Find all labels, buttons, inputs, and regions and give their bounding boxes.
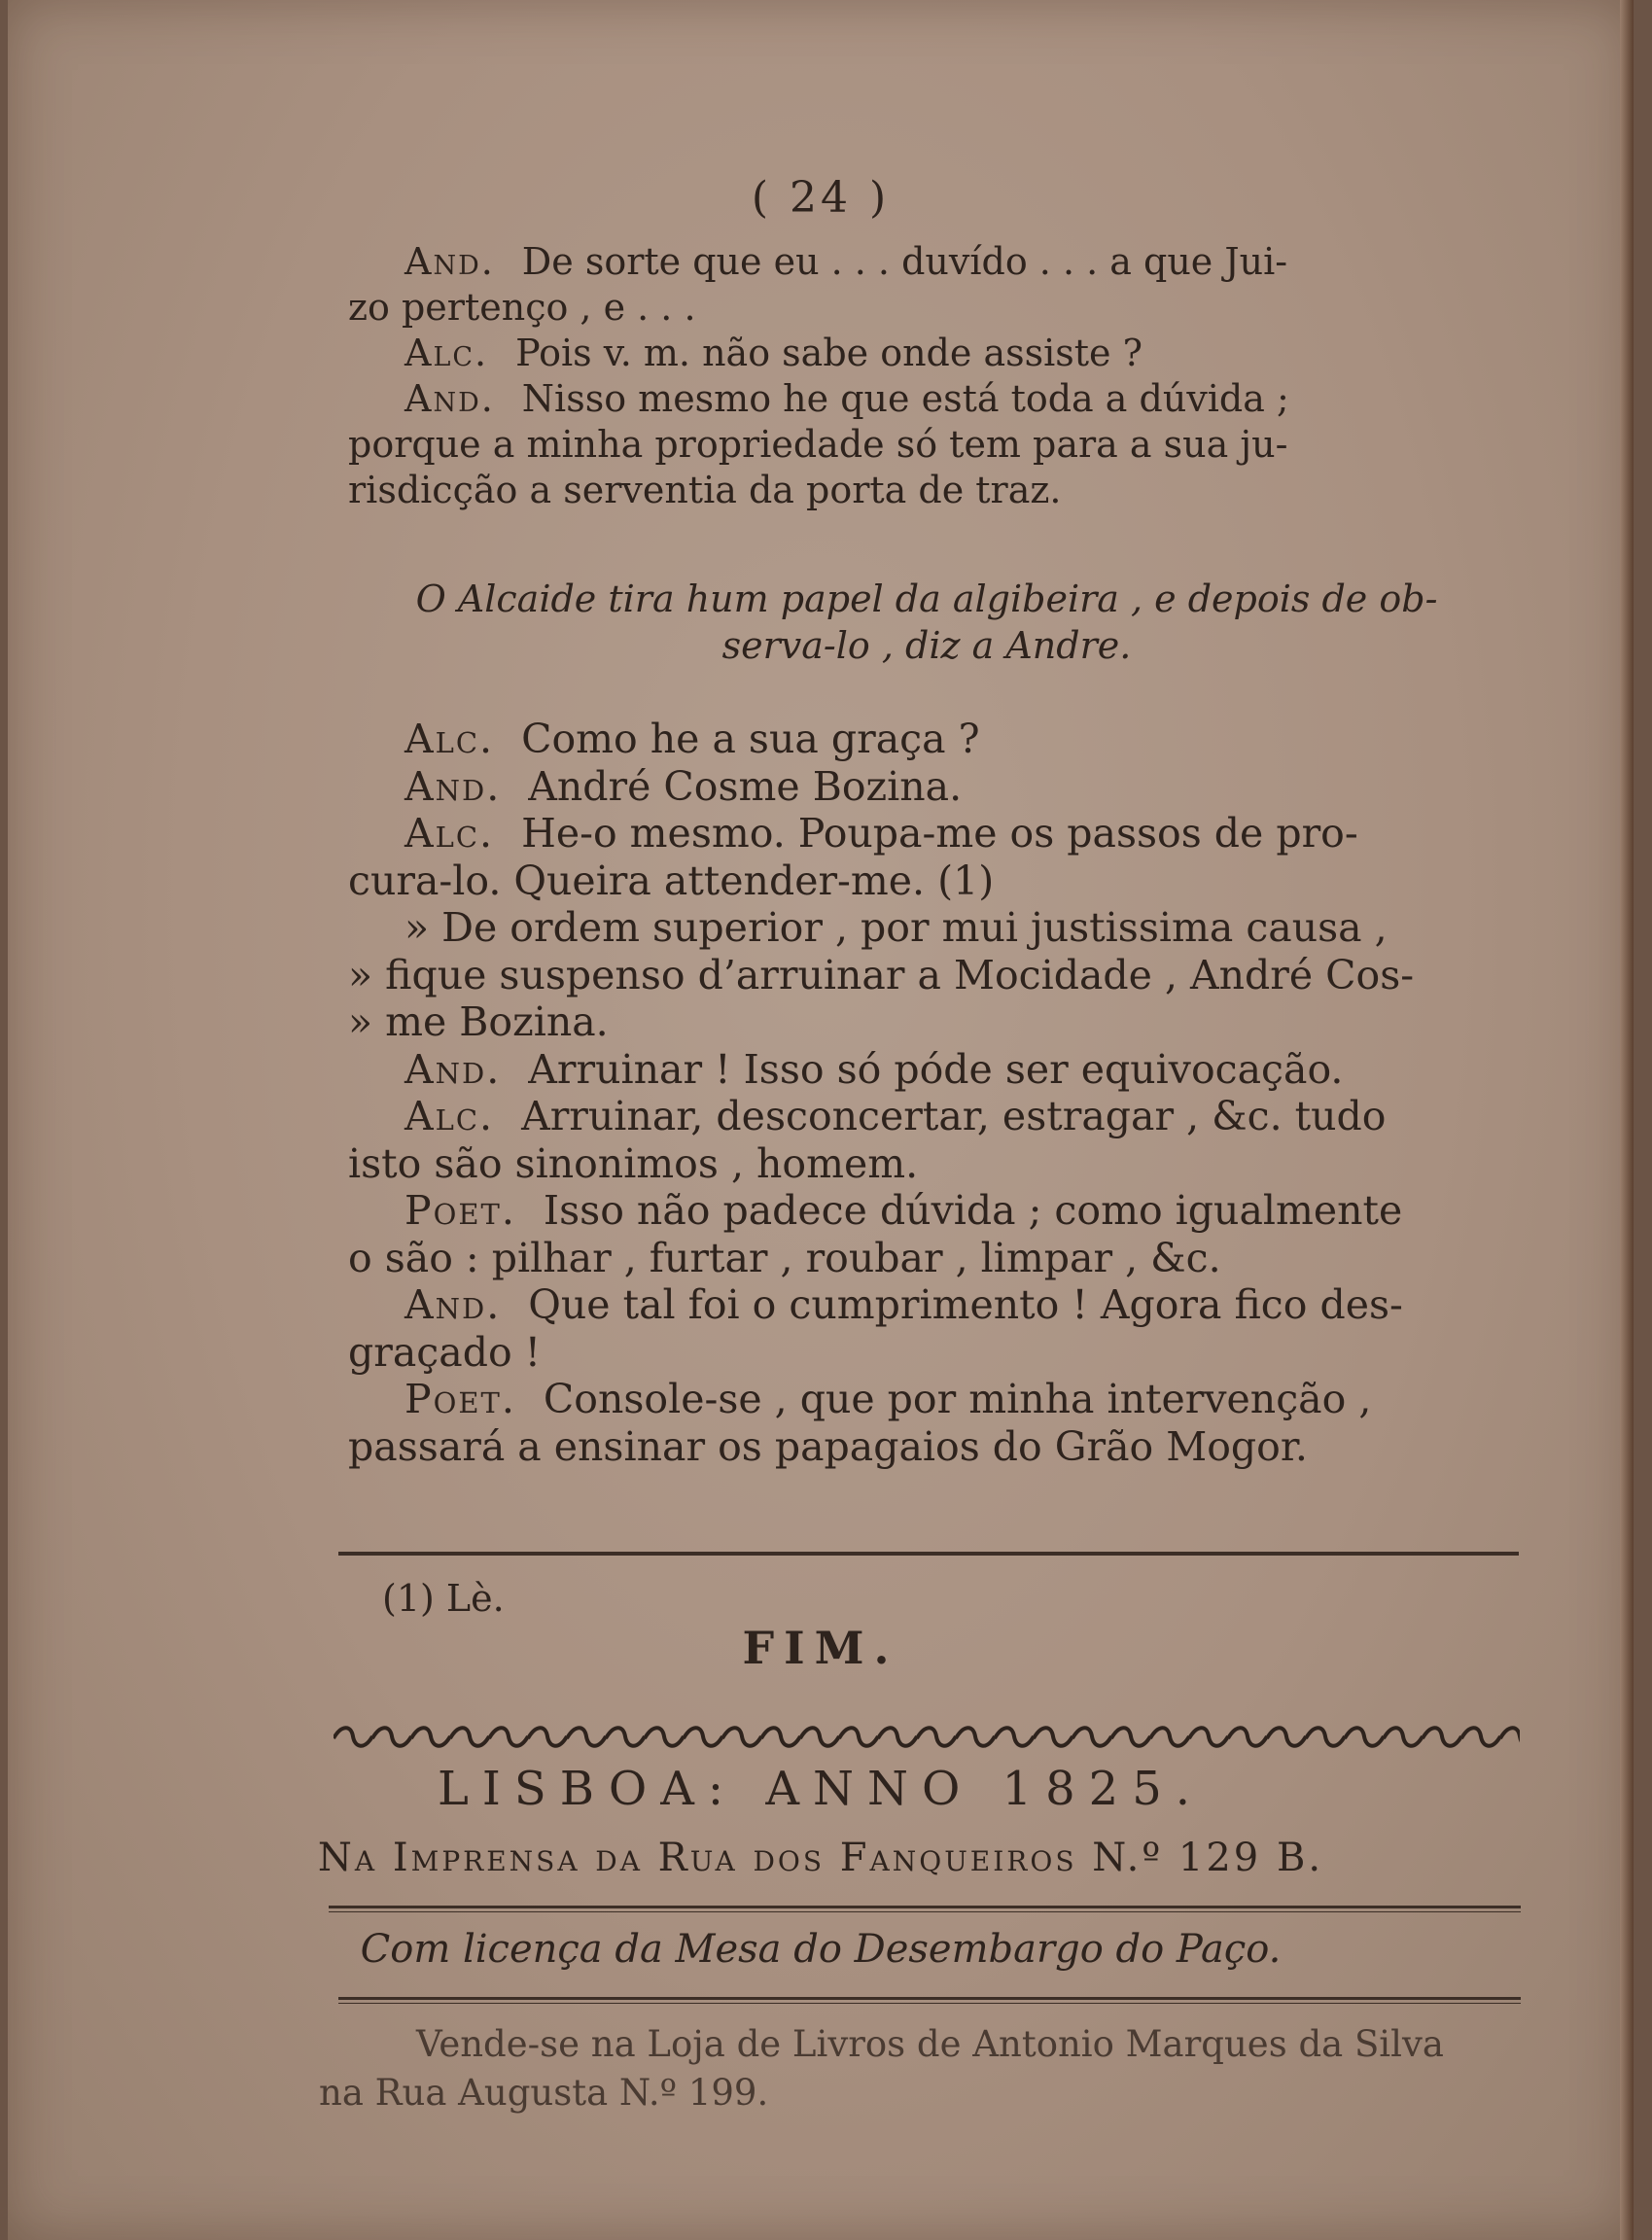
- ornament-wave: [334, 1728, 372, 1746]
- dialogue-bottom: [348, 716, 1505, 1470]
- ornament-wave: [606, 1728, 645, 1746]
- dialogue-line: [348, 1329, 1505, 1377]
- dialogue-line: [348, 1187, 1505, 1235]
- dialogue-text: Arruinar, desconcertar, estragar , &c. tudo: [521, 1093, 1387, 1139]
- dialogue-line: [348, 1140, 1505, 1188]
- dialogue-line: [348, 1376, 1505, 1423]
- ornament-wave: [878, 1728, 917, 1746]
- page-edge-shadow: [1620, 0, 1634, 2240]
- speaker-label: And.: [404, 1045, 502, 1093]
- dialogue-line: [348, 716, 1505, 763]
- license-divider-bottom: [338, 1997, 1521, 2004]
- ornament-wave: [1111, 1728, 1150, 1746]
- ornament-wave: [1461, 1728, 1500, 1746]
- ornament-wave: [1306, 1728, 1345, 1746]
- dialogue-line: [348, 952, 1505, 999]
- ornament-wave: [1034, 1728, 1072, 1746]
- book-page: [8, 0, 1634, 2240]
- speaker-label: Alc.: [404, 810, 495, 857]
- dialogue-text: Que tal foi o cumprimento ! Agora fico des-: [528, 1281, 1403, 1328]
- ornament-wave: [645, 1728, 684, 1746]
- ornament-wave: [450, 1728, 489, 1746]
- ornament-wave: [1384, 1728, 1423, 1746]
- seller-line: Vende-se na Loja de Livros de Antonio Marques da Silva: [416, 2023, 1444, 2065]
- dialogue-line: [348, 763, 1505, 811]
- dialogue-line: [348, 468, 1505, 513]
- speaker-label: And.: [404, 377, 495, 420]
- ornament-wave: [1072, 1728, 1111, 1746]
- dialogue-line: [348, 285, 1505, 331]
- dialogue-line: [348, 998, 1505, 1046]
- dialogue-line: [348, 376, 1505, 422]
- ornament-wave: [1500, 1728, 1520, 1746]
- ornament-wave: [489, 1728, 528, 1746]
- dialogue-text: porque a minha propriedade só tem para a sua ju-: [348, 423, 1288, 466]
- dialogue-text: Isso não padece dúvida ; como igualmente: [543, 1187, 1403, 1234]
- speaker-label: Alc.: [404, 332, 489, 374]
- imprint-press: Na Imprensa da Rua dos Fanqueiros N.º 129 B.: [317, 1836, 1324, 1880]
- speaker-label: Alc.: [404, 1093, 495, 1139]
- dialogue-text: » fique suspenso d’arruinar a Mocidade , André Cos-: [348, 951, 1415, 998]
- dialogue-text: Pois v. m. não sabe onde assiste ?: [515, 332, 1142, 374]
- ornament-wave: [917, 1728, 956, 1746]
- ornament-wave: [567, 1728, 606, 1746]
- stage-direction: [348, 576, 1505, 669]
- dialogue-text: Arruinar ! Isso só póde ser equivocação.: [528, 1045, 1344, 1093]
- dialogue-text: Como he a sua graça ?: [521, 716, 980, 762]
- license-divider-top: [329, 1906, 1521, 1912]
- dialogue-text: Nisso mesmo he que está toda a dúvida ;: [521, 377, 1289, 420]
- dialogue-text: » De ordem superior , por mui justissima causa ,: [404, 904, 1388, 951]
- page-number: ( 24 ): [751, 173, 891, 223]
- ornament-wave: [1423, 1728, 1461, 1746]
- dialogue-line: [348, 1281, 1505, 1329]
- ornament-wave: [372, 1728, 411, 1746]
- ornamental-border: [334, 1723, 1520, 1752]
- dialogue-text: He-o mesmo. Poupa-me os passos de pro-: [521, 810, 1358, 857]
- ornament-wave: [1267, 1728, 1306, 1746]
- ornament-wave: [1228, 1728, 1267, 1746]
- dialogue-text: zo pertenço , e . . .: [348, 286, 696, 329]
- footnote: (1) Lè.: [382, 1577, 505, 1620]
- ornament-wave: [995, 1728, 1034, 1746]
- dialogue-line: [348, 239, 1505, 285]
- ornament-wave: [528, 1728, 567, 1746]
- speaker-label: Poet.: [404, 1187, 516, 1234]
- dialogue-line: [348, 422, 1505, 468]
- seller-line: na Rua Augusta N.º 199.: [319, 2072, 769, 2114]
- ornament-wave: [800, 1728, 839, 1746]
- speaker-label: Alc.: [404, 716, 495, 762]
- dialogue-line: [348, 810, 1505, 858]
- ornament-wave: [411, 1728, 450, 1746]
- imprint-city-year: LISBOA: ANNO 1825.: [437, 1762, 1204, 1816]
- dialogue-text: cura-lo. Queira attender-me. (1): [348, 857, 995, 904]
- stage-direction-line: O Alcaide tira hum papel da algibeira , e depois de ob-: [415, 578, 1438, 620]
- dialogue-line: [348, 1235, 1505, 1282]
- end-mark: FIM.: [742, 1622, 899, 1674]
- footnote-divider: [338, 1552, 1519, 1556]
- speaker-label: And.: [404, 240, 495, 283]
- speaker-label: Poet.: [404, 1376, 516, 1422]
- ornament-wave: [722, 1728, 761, 1746]
- ornament-wave: [761, 1728, 800, 1746]
- dialogue-line: [348, 1423, 1505, 1471]
- dialogue-text: passará a ensinar os papagaios do Grão Mogor.: [348, 1422, 1308, 1470]
- stage-direction-line: serva-lo , diz a Andre.: [721, 624, 1132, 667]
- ornament-wave: [1189, 1728, 1228, 1746]
- dialogue-line: [348, 1093, 1505, 1140]
- seller-notice: [319, 2020, 1525, 2118]
- ornament-wave: [839, 1728, 878, 1746]
- ornament-wave: [1345, 1728, 1384, 1746]
- dialogue-text: De sorte que eu . . . duvído . . . a que Jui-: [521, 240, 1288, 283]
- dialogue-text: André Cosme Bozina.: [528, 762, 963, 810]
- dialogue-text: Console-se , que por minha intervenção ,: [543, 1376, 1372, 1422]
- speaker-label: And.: [404, 1281, 502, 1328]
- ornament-wave: [1150, 1728, 1189, 1746]
- dialogue-text: graçado !: [348, 1328, 542, 1376]
- ornament-wave: [956, 1728, 995, 1746]
- dialogue-text: o são : pilhar , furtar , roubar , limpar , &c.: [348, 1234, 1221, 1281]
- dialogue-text: risdicção a serventia da porta de traz.: [348, 469, 1062, 511]
- dialogue-line: [348, 904, 1505, 952]
- dialogue-text: isto são sinonimos , homem.: [348, 1139, 919, 1187]
- speaker-label: And.: [404, 762, 502, 810]
- dialogue-line: [348, 331, 1505, 376]
- dialogue-line: [348, 1046, 1505, 1094]
- ornament-wave: [684, 1728, 722, 1746]
- dialogue-text: » me Bozina.: [348, 998, 609, 1045]
- dialogue-line: [348, 858, 1505, 905]
- dialogue-top: [348, 239, 1505, 513]
- license-line: Com licença da Mesa do Desembargo do Paço.: [360, 1927, 1282, 1972]
